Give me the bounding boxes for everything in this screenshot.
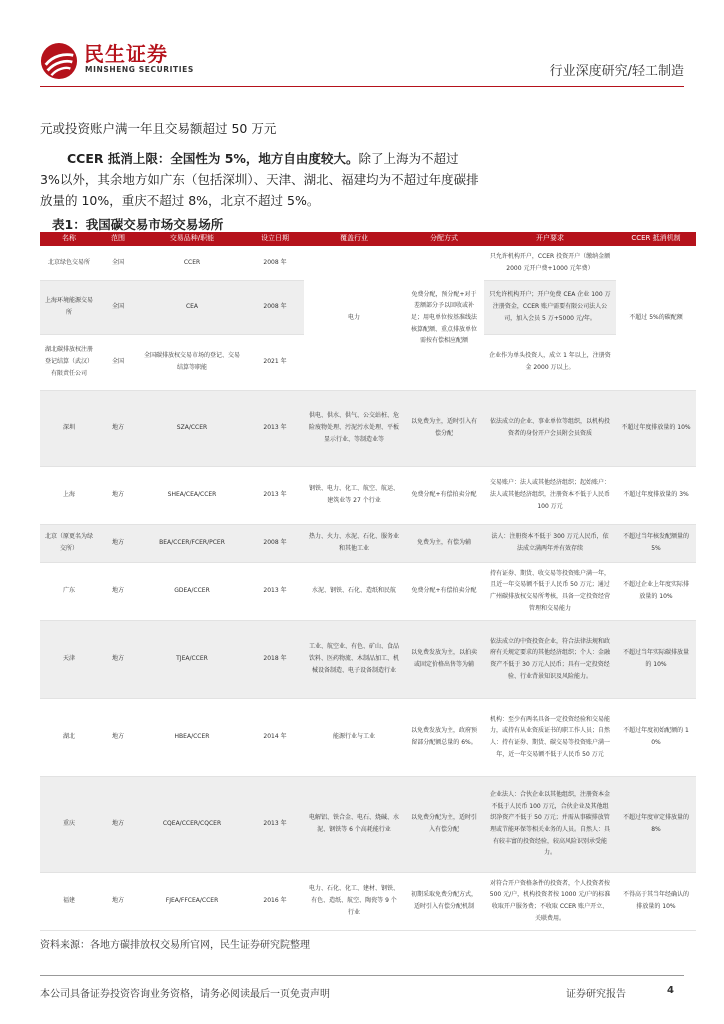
- cell-name: 上海: [40, 466, 98, 524]
- page-header: [40, 38, 684, 84]
- cell-requirement: 只允许机构开户；开户免费 CEA 企业 100 万注册资金，CCER 账户需要有限公司法人公司，加入会员 5 万+5000 元/年。: [484, 280, 616, 334]
- cell-industry: 热力、火力、水泥、石化、服务业和其他工业: [304, 524, 404, 562]
- cell-requirement: 依法成立的中资投资企业，符合法律法规和政府有关规定要求的其他经济组织；个人：金融资产不低于 30 万元人民币；具有一定投资经验、行业背景知识及风险能力。: [484, 620, 616, 698]
- report-category: 行业深度研究/轻工制造: [549, 64, 684, 79]
- ccer-limit-lead: CCER 抵消上限：全国性为 5%，地方自由度较大。: [67, 151, 359, 166]
- cell-industry: 电解铝、铁合金、电石、烧碱、水泥、钢铁等 6 个高耗能行业: [304, 776, 404, 872]
- page-number: 4: [667, 985, 674, 996]
- cell-scope: 地方: [98, 698, 138, 776]
- cell-allocation: 以免费发放为主，政府预留部分配额总量的 6%。: [404, 698, 484, 776]
- cell-industry: 工业、航空业、有色、矿山、食品饮料、医药物流、木制品加工、机械设备制造、电子设备制造行业: [304, 620, 404, 698]
- logo-chinese-name: 民生证券: [84, 42, 168, 66]
- cell-product: CEA: [138, 280, 246, 334]
- cell-name: 广东: [40, 562, 98, 620]
- cell-scope: 地方: [98, 524, 138, 562]
- table-row: [40, 524, 696, 562]
- cell-scope: 地方: [98, 466, 138, 524]
- table-source-note: 资料来源：各地方碳排放权交易所官网，民生证券研究院整理: [40, 940, 310, 951]
- cell-date: 2013 年: [246, 776, 304, 872]
- cell-scope: 全国: [98, 246, 138, 280]
- cell-product: HBEA/CCER: [138, 698, 246, 776]
- footer-report-type: 证券研究报告: [566, 989, 626, 1000]
- cell-name: 重庆: [40, 776, 98, 872]
- column-header: 覆盖行业: [304, 232, 404, 246]
- cell-allocation: 免费为主，有偿为辅: [404, 524, 484, 562]
- cell-name: 上海环境能源交易所: [40, 280, 98, 334]
- cell-allocation: 免费分配+有偿拍卖分配: [404, 562, 484, 620]
- cell-name: 福建: [40, 872, 98, 930]
- cell-allocation: 以免费为主，适时引入有偿分配: [404, 390, 484, 466]
- table-title: 表1：我国碳交易市场交易场所: [52, 217, 224, 232]
- cell-requirement: 法人：注册资本不低于 300 万元人民币，依法成立满两年并有效存续: [484, 524, 616, 562]
- footer-divider: [40, 975, 684, 976]
- cell-requirement: 企业作为单头投资人，成立 1 年以上，注册资金 2000 万以上。: [484, 334, 616, 390]
- cell-date: 2021 年: [246, 334, 304, 390]
- column-header: 名称: [40, 232, 98, 246]
- cell-name: 北京绿色交易所: [40, 246, 98, 280]
- cell-scope: 地方: [98, 620, 138, 698]
- footer-disclaimer: 本公司具备证券投资咨询业务资格，请务必阅读最后一页免责声明: [40, 989, 330, 1000]
- carbon-exchange-table: [40, 232, 696, 931]
- cell-date: 2008 年: [246, 280, 304, 334]
- cell-date: 2013 年: [246, 466, 304, 524]
- cell-ccer-offset: 不得高于其当年经确认的排放量的 10%: [616, 872, 696, 930]
- cell-scope: 全国: [98, 334, 138, 390]
- cell-industry: 电力、石化、化工、建材、钢铁、有色、造纸、航空、陶瓷等 9 个行业: [304, 872, 404, 930]
- column-header: 分配方式: [404, 232, 484, 246]
- column-header: 开户要求: [484, 232, 616, 246]
- cell-name: 湖北碳排放权注册登记结算（武汉）有限责任公司: [40, 334, 98, 390]
- cell-industry: 电力: [304, 246, 404, 390]
- column-header: 设立日期: [246, 232, 304, 246]
- cell-ccer-offset: 不超过企业上年度实际排放量的 10%: [616, 562, 696, 620]
- cell-requirement: 企业法人：合伙企业以其他组织，注册资本金不低于人民币 100 万元，合伙企业及其他组织净资产不低于 50 万元；并需从事碳排放管理或节能环保等相关业务的人员。自然人：具有较丰富的投资经验，较高风险识别承受能力。: [484, 776, 616, 872]
- table-row: [40, 562, 696, 620]
- cell-requirement: 机构：至少有两名具备一定投资经验和交易能力，或持有从业资质证书的职工作人员；自然人：持有证券、期货、碳交易等投资账户满一年，近一年交易额不低于人民币 50 万元: [484, 698, 616, 776]
- paragraph-continuation: 元或投资账户满一年且交易额超过 50 万元: [40, 121, 277, 136]
- cell-ccer-offset: 不超过当年核发配额量的 5%: [616, 524, 696, 562]
- table-row: [40, 776, 696, 872]
- ccer-limit-detail: 除了上海为不超过 3%以外，其余地方如广东（包括深圳）、天津、湖北、福建均为不超过年度碳排放量的 10%，重庆不超过 8%，北京不超过 5%。: [40, 151, 479, 208]
- cell-requirement: 依法成立的企业、事业单位等组织，以机构投资者的身份开户会员附会员资质: [484, 390, 616, 466]
- cell-date: 2008 年: [246, 524, 304, 562]
- cell-scope: 全国: [98, 280, 138, 334]
- cell-product: CCER: [138, 246, 246, 280]
- cell-ccer-offset: 不超过 5%的碳配额: [616, 246, 696, 390]
- cell-allocation: 初期采取免费分配方式，适时引入有偿分配机制: [404, 872, 484, 930]
- header-divider: [40, 86, 684, 87]
- cell-industry: 钢铁、电力、化工、航空、航运、建筑业等 27 个行业: [304, 466, 404, 524]
- cell-date: 2008 年: [246, 246, 304, 280]
- table-row: [40, 872, 696, 930]
- cell-industry: 能源行业与工业: [304, 698, 404, 776]
- cell-name: 北京（原更名为绿交所）: [40, 524, 98, 562]
- cell-requirement: 持有证券、期货、收交易等投资账户满一年，且近一年交易额不低于人民币 50 万元；通过广州碳排放权交易所考核，具备一定投资经营管理和交易能力: [484, 562, 616, 620]
- table-row: [40, 466, 696, 524]
- cell-industry: 供电、供水、供气、公交站桩、危险废物处理、污泥污水处理、平板显示行业、等制造业等: [304, 390, 404, 466]
- cell-date: 2014 年: [246, 698, 304, 776]
- cell-ccer-offset: 不超过年度初始配额的 10%: [616, 698, 696, 776]
- minsheng-logo-icon: [40, 42, 78, 80]
- cell-requirement: 对符合开户资格条件的投资者，个人投资者按 500 元/户，机构投资者按 1000 元/户的标准收取开户服务费；不收取 CCER 账户开立、关联费用。: [484, 872, 616, 930]
- cell-scope: 地方: [98, 872, 138, 930]
- cell-date: 2016 年: [246, 872, 304, 930]
- cell-product: SZA/CCER: [138, 390, 246, 466]
- table-row: [40, 246, 696, 280]
- cell-name: 天津: [40, 620, 98, 698]
- cell-date: 2013 年: [246, 390, 304, 466]
- cell-requirement: 只允许机构开户，CCER 投资开户（缴纳金额 2000 元开户费+1000 元年费）: [484, 246, 616, 280]
- cell-allocation: 以免费发放为主，以拍卖或固定价格出售等为辅: [404, 620, 484, 698]
- cell-date: 2018 年: [246, 620, 304, 698]
- cell-name: 湖北: [40, 698, 98, 776]
- table-header-row: [40, 232, 696, 246]
- column-header: 范围: [98, 232, 138, 246]
- cell-ccer-offset: 不超过年度排放量的 10%: [616, 390, 696, 466]
- column-header: 交易品种/职能: [138, 232, 246, 246]
- cell-allocation: 免费分配+有偿拍卖分配: [404, 466, 484, 524]
- cell-scope: 地方: [98, 390, 138, 466]
- cell-scope: 地方: [98, 776, 138, 872]
- cell-industry: 水泥、钢铁、石化、造纸和民航: [304, 562, 404, 620]
- cell-date: 2013 年: [246, 562, 304, 620]
- cell-ccer-offset: 不超过年度审定排放量的 8%: [616, 776, 696, 872]
- column-header: CCER 抵消机制: [616, 232, 696, 246]
- cell-allocation: 以免费分配为主，适时引入有偿分配: [404, 776, 484, 872]
- cell-scope: 地方: [98, 562, 138, 620]
- table-row: [40, 390, 696, 466]
- cell-product: GDEA/CCER: [138, 562, 246, 620]
- cell-product: TJEA/CCER: [138, 620, 246, 698]
- cell-name: 深圳: [40, 390, 98, 466]
- cell-product: FJEA/FFCEA/CCER: [138, 872, 246, 930]
- cell-ccer-offset: 不超过年度排放量的 3%: [616, 466, 696, 524]
- logo-english-name: MINSHENG SECURITIES: [85, 65, 194, 74]
- cell-product: BEA/CCER/FCER/PCER: [138, 524, 246, 562]
- cell-product: CQEA/CCER/CQCER: [138, 776, 246, 872]
- table-row: [40, 620, 696, 698]
- cell-requirement: 交易账户：法人或其他经济组织；起始账户：法人或其他经济组织，注册资本不低于人民币 100 万元: [484, 466, 616, 524]
- paragraph-ccer-limit: [40, 148, 480, 211]
- cell-product: SHEA/CEA/CCER: [138, 466, 246, 524]
- cell-ccer-offset: 不超过当年实际碳排放量的 10%: [616, 620, 696, 698]
- cell-product: 全国碳排放权交易市场的登记、交易结算等职能: [138, 334, 246, 390]
- table-row: [40, 698, 696, 776]
- cell-allocation: 免费分配，预分配+对于差额部分予以回收或补足；用电单位按基准线法核算配额、重点排放单位需按有偿相应配额: [404, 246, 484, 390]
